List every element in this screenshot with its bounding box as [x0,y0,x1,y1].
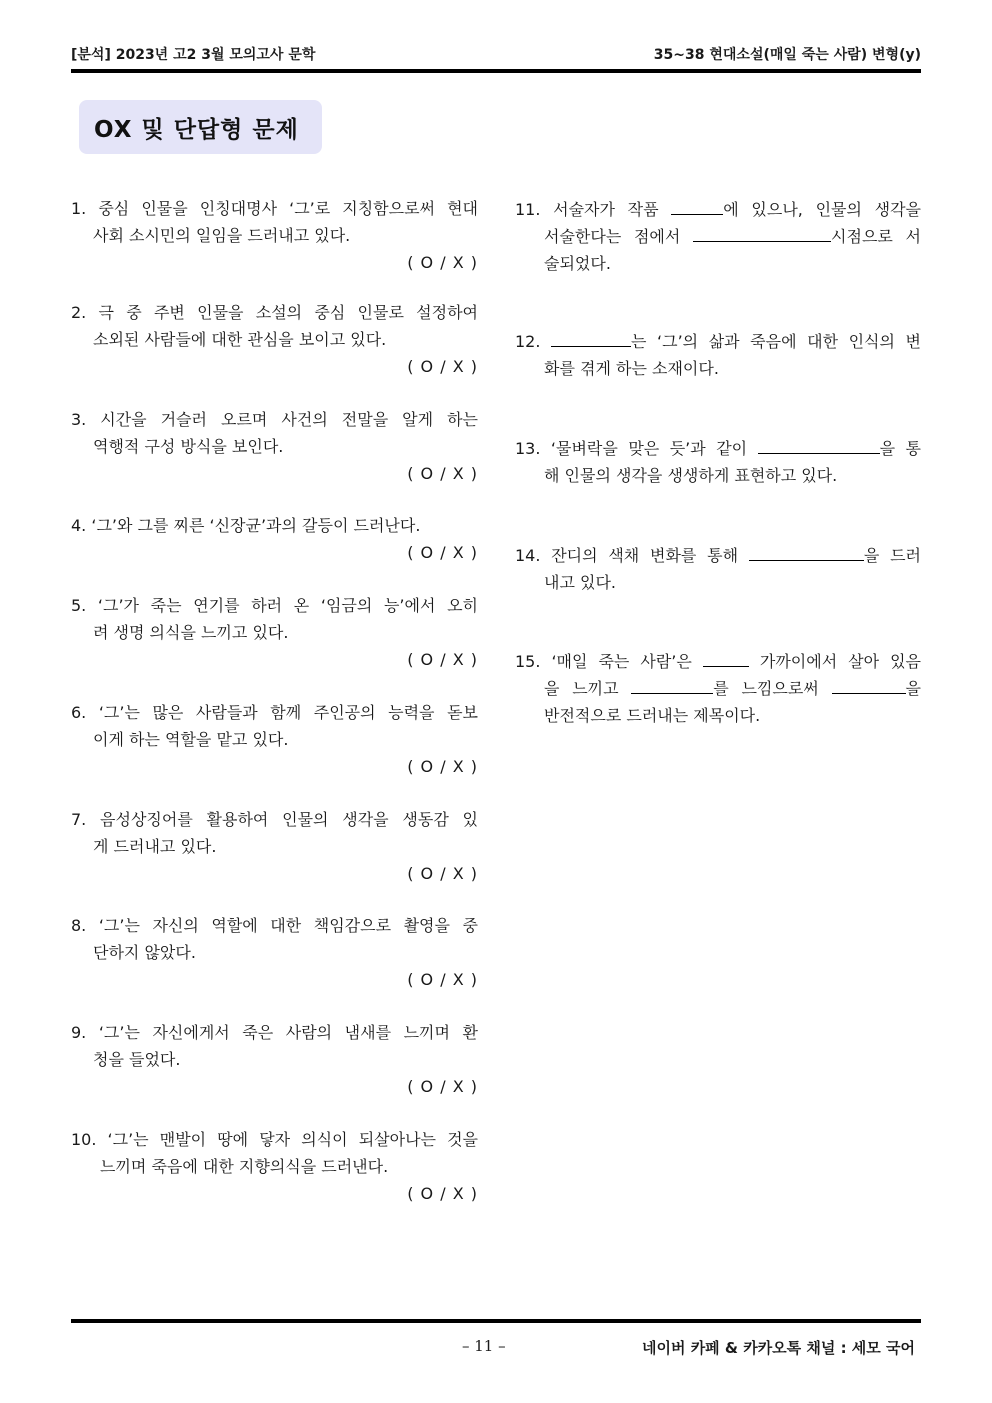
question-text: 을 드러 [863,546,921,565]
question-text: 8. ‘그’는 자신의 역할에 대한 책임감으로 촬영을 중 [71,916,478,935]
question-text: 단하지 않았다. [93,943,196,962]
answer-blank[interactable] [631,677,713,694]
question-text: 려 생명 의식을 느끼고 있다. [93,623,289,642]
question-6 [71,699,478,780]
ox-answer[interactable]: ( O / X ) [407,970,478,989]
question-15 [515,648,921,729]
answer-blank[interactable] [749,544,864,561]
question-text: 14. 잔디의 색채 변화를 통해 [515,546,739,565]
page-number: – 11 – [462,1337,506,1355]
question-13 [515,435,921,489]
question-text: 사회 소시민의 일임을 드러내고 있다. [93,226,351,245]
ox-answer[interactable]: ( O / X ) [407,757,478,776]
question-text: 1. 중심 인물을 인칭대명사 ‘그’로 지칭함으로써 현대 [71,199,478,218]
answer-blank[interactable] [551,330,631,347]
ox-answer[interactable]: ( O / X ) [407,864,478,883]
ox-answer[interactable]: ( O / X ) [407,543,478,562]
ox-answer[interactable]: ( O / X ) [407,1077,478,1096]
page-header [71,44,921,66]
question-text: 청을 들었다. [93,1050,181,1069]
question-text: 2. 극 중 주변 인물을 소설의 중심 인물로 설정하여 [71,303,478,322]
question-text: 13. ‘물벼락을 맞은 듯’과 같이 [515,439,748,458]
question-text: 3. 시간을 거슬러 오르며 사건의 전말을 알게 하는 [71,410,478,429]
question-text: 소외된 사람들에 대한 관심을 보이고 있다. [93,330,387,349]
section-title: OX 및 단답형 문제 [94,117,299,143]
ox-answer[interactable]: ( O / X ) [407,253,478,272]
question-text: 서술한다는 점에서 [544,227,681,246]
question-2 [71,299,478,380]
question-text: 을 느끼고 [544,679,619,698]
header-left: [분석] 2023년 고2 3월 모의고사 문학 [71,47,316,63]
answer-blank[interactable] [671,198,723,215]
question-text: 6. ‘그’는 많은 사람들과 함께 주인공의 능력을 돋보 [71,703,478,722]
ox-answer[interactable]: ( O / X ) [407,464,478,483]
question-text: 술되었다. [544,254,611,273]
question-text: 에 있으나, 인물의 생각을 [723,200,922,219]
question-9 [71,1019,478,1100]
question-text: 5. ‘그’가 죽는 연기를 하러 온 ‘임금의 능’에서 오히 [71,596,478,615]
question-text: 9. ‘그’는 자신에게서 죽은 사람의 냄새를 느끼며 환 [71,1023,478,1042]
question-text: 내고 있다. [544,573,616,592]
question-3 [71,406,478,487]
header-rule [71,69,921,73]
question-text: 7. 음성상징어를 활용하여 인물의 생각을 생동감 있 [71,810,478,829]
question-12 [515,328,921,382]
question-text: 를 느낌으로써 [713,679,819,698]
question-text: 가까이에서 살아 있음 [759,652,921,671]
question-text: 11. 서술자가 작품 [515,200,659,219]
question-text: 4. ‘그’와 그를 찌른 ‘신장균’과의 갈등이 드러난다. [71,516,421,535]
footer-rule [71,1319,921,1323]
footer-channel: 네이버 카페 & 카카오톡 채널 : 세모 국어 [642,1339,915,1357]
answer-blank[interactable] [758,437,880,454]
question-text: 해 인물의 생각을 생생하게 표현하고 있다. [544,466,838,485]
question-text: 게 드러내고 있다. [93,837,217,856]
answer-blank[interactable] [832,677,906,694]
question-text: 반전적으로 드러내는 제목이다. [544,706,761,725]
question-11 [515,196,921,277]
question-10 [71,1126,478,1207]
question-text: 을 통 [879,439,921,458]
question-14 [515,542,921,596]
ox-answer[interactable]: ( O / X ) [407,1184,478,1203]
question-text: 이게 하는 역할을 맡고 있다. [93,730,289,749]
question-4 [71,512,478,566]
question-8 [71,912,478,993]
question-7 [71,806,478,887]
question-text: 시점으로 서 [831,227,921,246]
ox-answer[interactable]: ( O / X ) [407,650,478,669]
answer-blank[interactable] [693,225,831,242]
question-text: 느끼며 죽음에 대한 지향의식을 드러낸다. [100,1157,389,1176]
question-1 [71,195,478,276]
question-text: 역행적 구성 방식을 보인다. [93,437,284,456]
question-5 [71,592,478,673]
answer-blank[interactable] [703,650,749,667]
question-text: 화를 겪게 하는 소재이다. [544,359,719,378]
question-text: 15. ‘매일 죽는 사람’은 [515,652,692,671]
question-text: 는 ‘그’의 삶과 죽음에 대한 인식의 변 [631,332,921,351]
question-text: 을 [905,679,921,698]
header-right: 35~38 현대소설(매일 죽는 사람) 변형(y) [653,47,921,63]
question-text: 10. ‘그’는 맨발이 땅에 닿자 의식이 되살아나는 것을 [71,1130,478,1149]
ox-answer[interactable]: ( O / X ) [407,357,478,376]
question-text: 12. [515,332,541,351]
section-title-box [79,100,322,154]
